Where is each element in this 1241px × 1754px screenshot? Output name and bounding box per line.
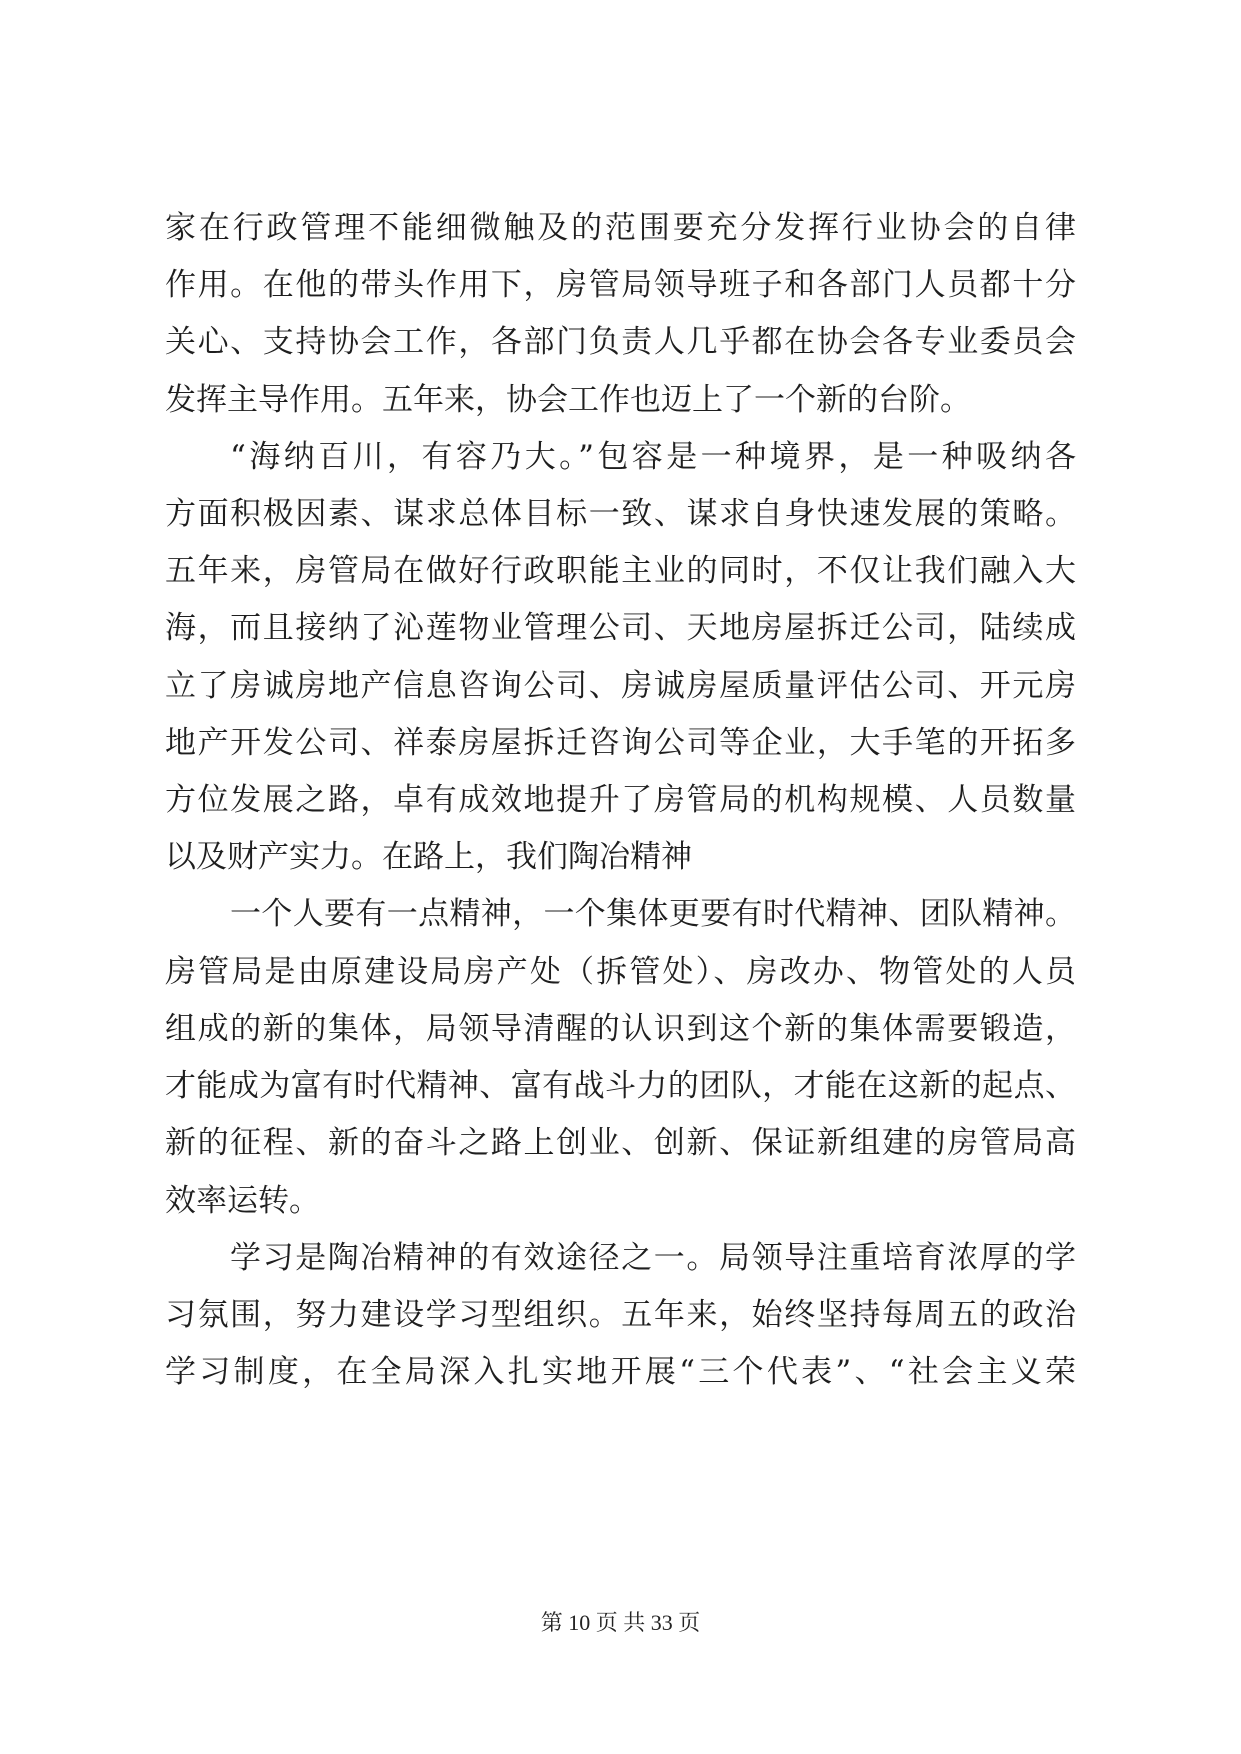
paragraph-first-line: 一个人要有一点精神，一个集体更要有时代精神、团队精神。 — [230, 896, 1076, 932]
paragraph-first-line: “海纳百川，有容乃大。”包容是一种境界，是一种吸纳各 — [230, 439, 1076, 475]
text-line: 方位发展之路，卓有成效地提升了房管局的机构规模、人员数量 — [165, 782, 1076, 818]
text-line: 新的征程、新的奋斗之路上创业、创新、保证新组建的房管局高 — [165, 1125, 1076, 1161]
page-number-footer: 第 10 页 共 33 页 — [540, 1610, 701, 1635]
text-line: 习氛围，努力建设学习型组织。五年来，始终坚持每周五的政治 — [165, 1297, 1076, 1333]
text-line: 效率运转。 — [165, 1183, 320, 1219]
text-line: 海，而且接纳了沁莲物业管理公司、天地房屋拆迁公司，陆续成 — [165, 610, 1076, 646]
text-line: 方面积极因素、谋求总体目标一致、谋求自身快速发展的策略。 — [165, 496, 1076, 532]
text-line: 发挥主导作用。五年来，协会工作也迈上了一个新的台阶。 — [165, 382, 971, 418]
text-line: 地产开发公司、祥泰房屋拆迁咨询公司等企业，大手笔的开拓多 — [165, 725, 1076, 761]
text-line: 立了房诚房地产信息咨询公司、房诚房屋质量评估公司、开元房 — [165, 668, 1076, 704]
text-line: 房管局是由原建设局房产处（拆管处）、房改办、物管处的人员 — [165, 954, 1076, 990]
text-line: 以及财产实力。在路上，我们陶冶精神 — [165, 839, 692, 875]
text-line: 才能成为富有时代精神、富有战斗力的团队，才能在这新的起点、 — [165, 1068, 1076, 1104]
text-line: 作用。在他的带头作用下，房管局领导班子和各部门人员都十分 — [165, 267, 1076, 303]
paragraph-first-line: 学习是陶冶精神的有效途径之一。局领导注重培育浓厚的学 — [230, 1240, 1076, 1276]
text-line: 家在行政管理不能细微触及的范围要充分发挥行业协会的自律 — [165, 210, 1076, 246]
text-line: 学习制度，在全局深入扎实地开展“三个代表”、“社会主义荣 — [165, 1354, 1076, 1390]
text-line: 关心、支持协会工作，各部门负责人几乎都在协会各专业委员会 — [165, 324, 1076, 360]
text-line: 组成的新的集体，局领导清醒的认识到这个新的集体需要锻造， — [165, 1011, 1076, 1047]
text-line: 五年来，房管局在做好行政职能主业的同时，不仅让我们融入大 — [165, 553, 1076, 589]
